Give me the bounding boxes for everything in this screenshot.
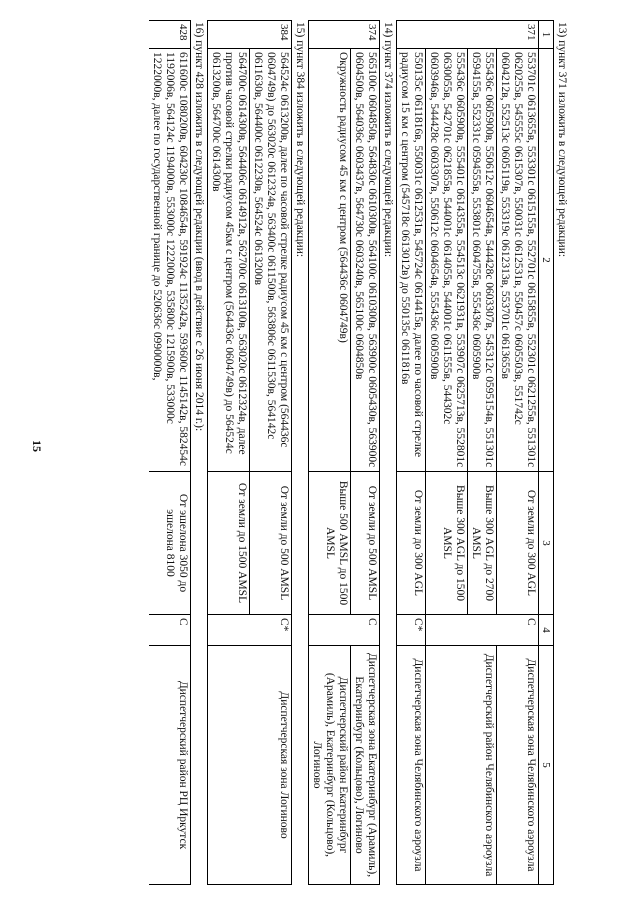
airspace-table-371 [396,20,554,885]
table-row [250,21,292,885]
section-heading-15: 15) пункт 384 изложить в следующей редакции: [294,22,307,258]
airspace-class-cell: С* [397,615,426,646]
altitude-cell: От земли до 300 AGL [397,472,426,615]
section-heading-13: 13) пункт 371 изложить в следующей редакции: [556,22,568,258]
item-number: 371 [397,21,539,49]
coordinates-cell: 555436с 0605900в, 555401с 0614355в, 554513с 0621931в, 553907с 0625713в, 552801с 0630055в, 542701с 0621855в, 544001с 0614055в, 544001с 0611555в, 544302с 0603946в, 544428с 0603307в, 550612с 0604654в, 555436с 0605900в [426,49,468,472]
zone-name-cell: Диспетчерский район Екатеринбург (Арамиль), Екатеринбург (Кольцово), Логиново [309,646,351,885]
coordinates-cell: 550135с 0611816в, 550031с 0612531в, 545724с 0614415в, далее по часовой стрелке радиусом 15 км с центром (545718с 0613012в) до 550135с 0611816в [397,49,426,472]
airspace-table-384 [207,20,292,885]
table-row [468,21,497,885]
altitude-cell: Выше 300 AGL до 2700 AMSL [468,472,497,615]
altitude-cell: Выше 500 AMSL до 1500 AMSL [309,472,351,615]
coordinates-cell: Окружность радиусом 45 км с центром (564436с 0604749в) [309,49,351,472]
item-number: 428 [149,21,190,49]
zone-name-cell: Диспетчерская зона Челябинского аэроузла [497,646,539,885]
document-body [60,20,570,884]
item-number: 374 [309,21,380,49]
table-row [149,21,190,885]
section-heading-14: 14) пункт 374 изложить в следующей редакции: [382,22,395,258]
altitude-cell: От земли до 300 AGL [497,472,539,615]
airspace-class-cell: С* [208,615,292,646]
item-number: 384 [208,21,292,49]
airspace-table-428 [149,20,191,885]
coordinates-cell: 611600с 1080200в, 604230с 1084654в, 591924с 1135242в, 593600с 1145142в, 582454с 1192006в, 564124с 1194000в, 553000с 1222000в, 535800с 1215900в, 533000с 1222000в, далее по государственной границе до 520636с 0990000в, [149,49,190,472]
zone-name-cell: Диспетчерская зона Челябинского аэроузла [397,646,426,885]
coordinates-cell: 564524с 0613200в, далее по часовой стрелке радиусом 45 км с центром (564436с 0604749в) до 563020с 0612324в, 563400с 0611500в, 563806с 0611530в, 564142с 0611630в, 564400с 0612230в, 564524с 0613200в [250,49,292,472]
altitude-cell: От земли до 500 AMSL [351,472,380,615]
altitude-cell: Выше 300 AGL до 1500 AMSL [426,472,468,615]
column-header-1: 1 [539,21,554,49]
airspace-class-cell: С [309,615,380,646]
airspace-class-cell: С [149,615,190,646]
altitude-cell: От земли до 1500 AMSL [208,472,250,615]
table-row [497,21,539,885]
column-header-row [539,21,554,885]
table-row [397,21,426,885]
coordinates-cell: 553701с 0613655в, 553301с 0615155в, 552701с 0615855в, 552301с 0621255в, 551301с 0620255в, 545555с 0615307в, 550031с 0612531в, 550457с 0605503в, 551742с 0604212в, 552513с 0605119в, 553319с 0612313в, 553701с 0613655в [497,49,539,472]
zone-name-cell: Диспетчерский район Челябинского аэроузла [426,646,497,885]
column-header-5: 5 [539,646,554,885]
table-row [309,21,351,885]
altitude-cell: От земли до 500 AMSL [250,472,292,615]
section-heading-16: 16) пункт 428 изложить в следующей редакции (ввод в действие с 26 июня 2014 г.): [193,22,206,432]
zone-name-cell: Диспетчерский район РЦ Иркутск [149,646,190,885]
column-header-3: 3 [539,472,554,615]
coordinates-cell: 564700с 0614300в, 564406с 0614912в, 562700с 0613100в, 563020с 0612324в, далее против часовой стрелки радиусом 45км с центром (564436с 0604749в) до 564524с 0613200в, 564700с 0614300в [208,49,250,472]
coordinates-cell: 555436с 0605900в, 550612с 0604654в, 544428с 0603307в, 545312с 0595154в, 551301с 0594155в, 552331с 0594555в, 553801с 0604755в, 555436с 0605900в [468,49,497,472]
coordinates-cell: 565100с 0604850в, 564830с 0610300в, 564100с 0610300в, 563900с 0605430в, 563900с 0604500в, 564036с 0603437в, 564730с 0603240в, 565100с 0604850в [351,49,380,472]
zone-name-cell: Диспетчерская зона Логиново [208,646,292,885]
zone-name-cell: Диспетчерская зона Екатеринбург (Арамиль), Екатеринбург (Кольцово), Логиново [351,646,380,885]
airspace-table-374 [308,20,380,885]
column-header-4: 4 [539,615,554,646]
altitude-cell: От эшелона 3050 до эшелона 8100 [149,472,190,615]
column-header-2: 2 [539,49,554,472]
page-number: 15 [30,440,44,452]
airspace-class-cell: С [426,615,539,646]
table-row [351,21,380,885]
